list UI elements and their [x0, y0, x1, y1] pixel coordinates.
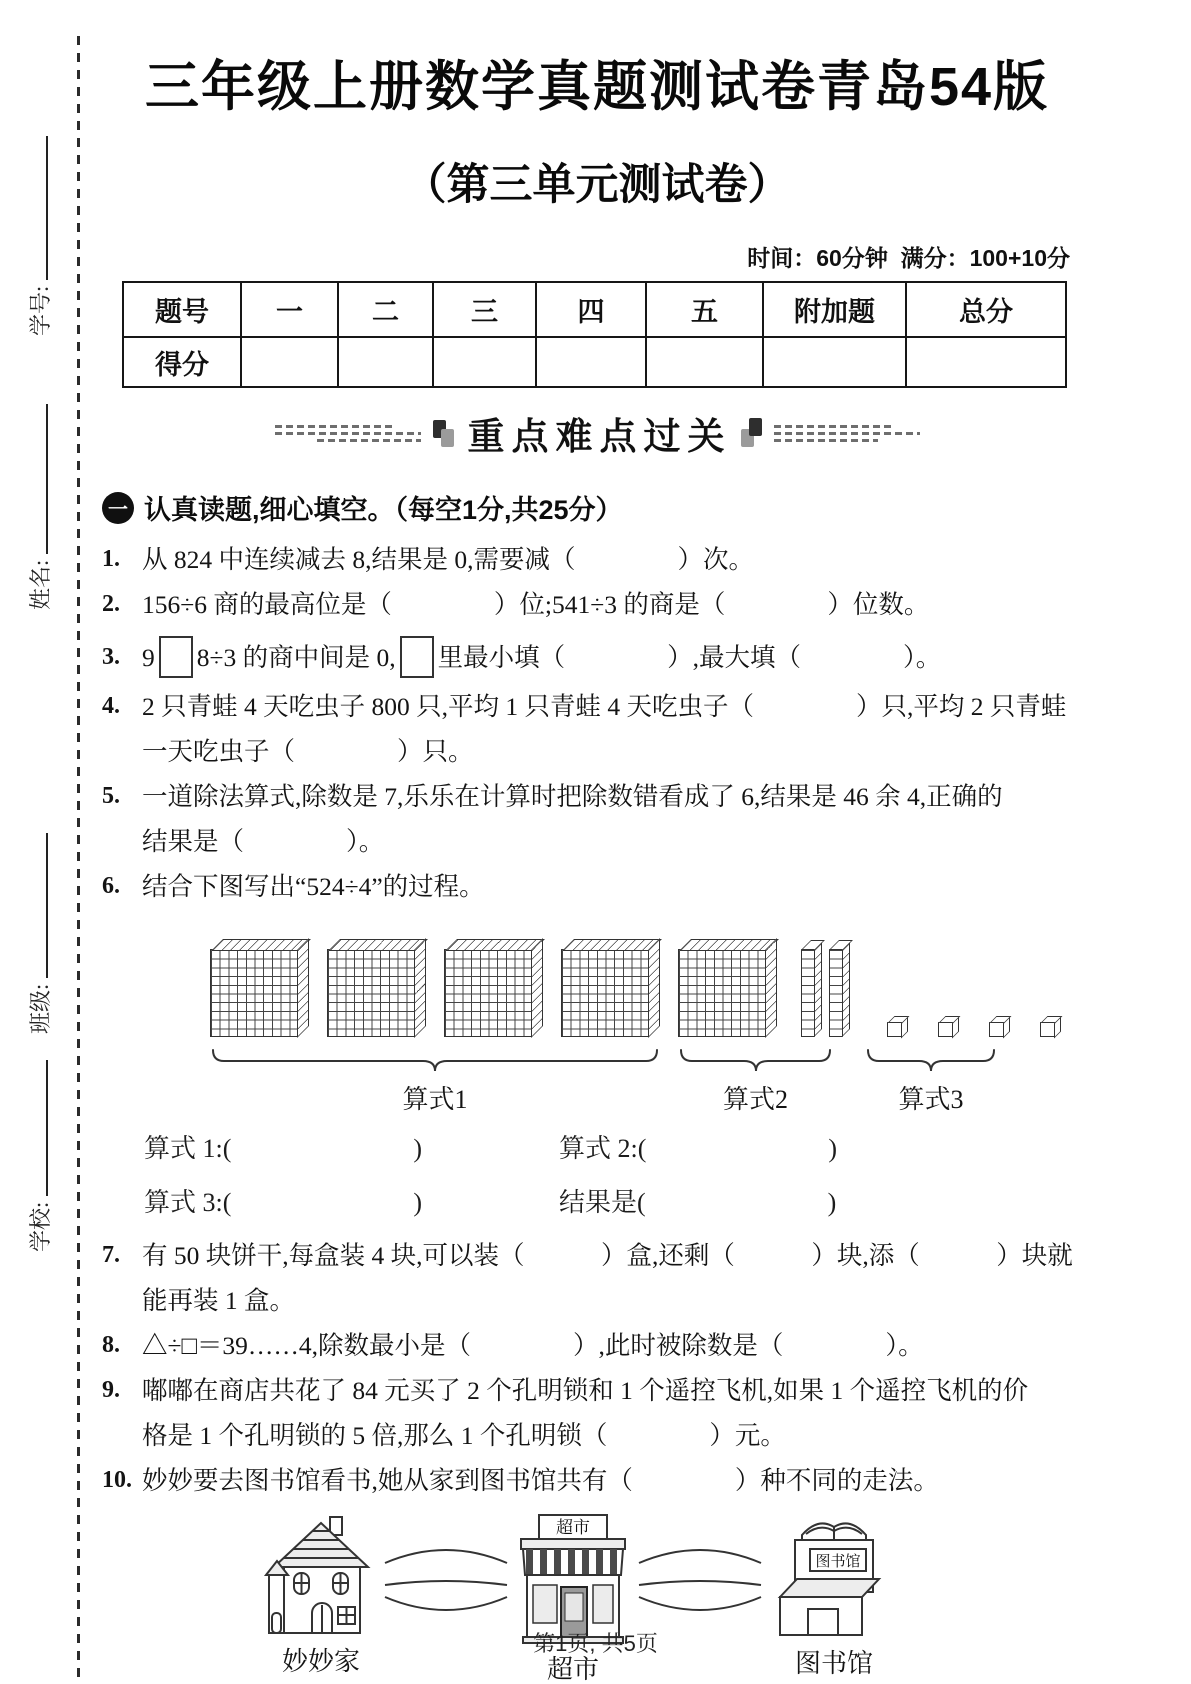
score-header-cell: 四	[536, 282, 646, 337]
question-9	[102, 1368, 1092, 1458]
one-cube-block	[1040, 1022, 1055, 1037]
question-text: 2 只青蛙 4 天吃虫子 800 只,平均 1 只青蛙 4 天吃虫子（ ）只,平均 2 只青蛙	[142, 692, 1067, 721]
route-paths-icon	[380, 1535, 512, 1627]
hundred-flat-block	[210, 949, 298, 1037]
house-icon	[262, 1513, 380, 1637]
brace-label: 算式3	[898, 1085, 964, 1114]
equation-2-blank: 算式 2:( )	[559, 1134, 838, 1163]
score-header-cell: 一	[241, 282, 338, 337]
question-number: 9.	[102, 1377, 120, 1403]
paper-subtitle: （第三单元测试卷）	[403, 161, 791, 209]
question-8	[102, 1323, 1092, 1368]
brace-group-1	[210, 1047, 660, 1116]
section-one-heading	[102, 488, 1092, 527]
question-number: 1.	[102, 546, 120, 572]
score-header-cell: 题号	[123, 282, 241, 337]
question-number: 10.	[102, 1467, 132, 1493]
hundred-flat-block	[327, 949, 415, 1037]
brace-group-3	[865, 1047, 997, 1116]
score-cell	[338, 337, 433, 387]
school-label: 学校:	[28, 1201, 53, 1252]
question-number: 4.	[102, 693, 120, 719]
question-5	[102, 774, 1092, 864]
question-text: 156÷6 商的最高位是（ ）位;541÷3 的商是（ ）位数。	[142, 590, 930, 619]
score-header-cell: 二	[338, 282, 433, 337]
question-text: 能再装 1 盒。	[142, 1286, 296, 1315]
question-1	[102, 537, 1092, 582]
question-number: 3.	[102, 644, 120, 670]
key-points-banner	[102, 406, 1092, 460]
score-header-cell: 三	[433, 282, 536, 337]
tens-group	[795, 949, 851, 1037]
question-text: 结合下图写出“524÷4”的过程。	[142, 872, 485, 901]
equation-1-blank: 算式 1:( )	[144, 1134, 423, 1163]
ones-group	[851, 949, 1055, 1037]
one-cube-block	[989, 1022, 1004, 1037]
curly-brace-icon	[865, 1047, 997, 1073]
route-paths-icon	[634, 1535, 766, 1627]
curly-brace-icon	[678, 1047, 833, 1073]
brace-label: 算式1	[402, 1085, 468, 1114]
student-id-label: 学号:	[28, 285, 53, 336]
section-one-title: 认真读题,细心填空。（每空1分,共25分）	[144, 495, 623, 525]
time-and-score-info: 时间：60分钟 满分：100+10分	[747, 245, 1070, 271]
score-cell	[906, 337, 1066, 387]
digit-box	[400, 636, 434, 678]
brace-label: 算式2	[722, 1085, 788, 1114]
brace-group-2	[678, 1047, 833, 1116]
library-icon	[766, 1513, 902, 1639]
question-text: △÷□＝39……4,除数最小是（ ）,此时被除数是（ ）。	[142, 1331, 924, 1360]
banner-square-icon	[746, 420, 762, 447]
one-cube-block	[887, 1022, 902, 1037]
question-number: 6.	[102, 873, 120, 899]
score-cell	[241, 337, 338, 387]
digit-box	[159, 636, 193, 678]
class-label: 班级:	[28, 983, 53, 1034]
speed-lines-icon	[774, 425, 920, 442]
question-text: 9 8÷3 的商中间是 0, 里最小填（ ）,最大填（ ）。	[142, 635, 1092, 680]
ten-rod-block	[829, 949, 843, 1037]
question-2	[102, 582, 1092, 627]
score-cell	[536, 337, 646, 387]
section-one-badge-icon: 一	[102, 492, 134, 524]
question-text: 嘟嘟在商店共花了 84 元买了 2 个孔明锁和 1 个遥控飞机,如果 1 个遥控飞机的价	[142, 1376, 1029, 1405]
score-row-label: 得分	[123, 337, 241, 387]
score-table-score-row	[123, 337, 1066, 387]
question-number: 8.	[102, 1332, 120, 1358]
question-3	[102, 635, 1092, 680]
score-header-cell: 总分	[906, 282, 1066, 337]
equation-3-blank: 算式 3:( )	[144, 1188, 423, 1217]
question-text: 一道除法算式,除数是 7,乐乐在计算时把除数错看成了 6,结果是 46 余 4,正确的	[142, 782, 1003, 811]
score-table-header-row	[123, 282, 1066, 337]
hundreds-group	[210, 949, 795, 1037]
library-label: 图书馆	[794, 1649, 873, 1678]
question-text: 妙妙要去图书馆看书,她从家到图书馆共有（ ）种不同的走法。	[142, 1466, 939, 1495]
result-blank: 结果是( )	[559, 1188, 837, 1217]
speed-lines-icon	[275, 425, 421, 442]
banner-square-icon	[433, 420, 454, 447]
question-7	[102, 1233, 1092, 1323]
question-text: 有 50 块饼干,每盒装 4 块,可以装（ ）盒,还剩（ ）块,添（ ）块就	[142, 1241, 1073, 1270]
class-blank-line	[46, 833, 48, 978]
hundred-flat-block	[561, 949, 649, 1037]
question-10	[102, 1458, 1092, 1503]
student-id-blank-line	[46, 136, 48, 280]
score-cell	[433, 337, 536, 387]
braces-row	[210, 1047, 1070, 1121]
hundred-flat-block	[444, 949, 532, 1037]
paper-main-column	[102, 0, 1092, 1684]
student-name-blank-line	[46, 404, 48, 554]
ten-rod-block	[801, 949, 815, 1037]
house-label: 妙妙家	[281, 1647, 360, 1676]
curly-brace-icon	[210, 1047, 660, 1073]
supermarket-building	[512, 1513, 634, 1684]
question-number: 2.	[102, 591, 120, 617]
score-cell	[763, 337, 906, 387]
school-blank-line	[46, 1060, 48, 1196]
score-header-cell: 五	[646, 282, 763, 337]
base-ten-blocks-figure	[210, 923, 1070, 1121]
question-text: 结果是（ ）。	[142, 827, 385, 856]
equation-answer-lines	[144, 1127, 1092, 1225]
route-figure	[262, 1513, 1092, 1684]
question-4	[102, 684, 1092, 774]
question-number: 7.	[102, 1242, 120, 1268]
fold-dashed-line	[77, 36, 80, 1684]
score-cell	[646, 337, 763, 387]
question-text: 从 824 中连续减去 8,结果是 0,需要减（ ）次。	[142, 545, 755, 574]
hundred-flat-block	[678, 949, 766, 1037]
supermarket-label: 超市	[546, 1655, 599, 1684]
page-footer: 第1页, 共5页	[533, 1631, 658, 1656]
question-6	[102, 864, 1092, 909]
library-sign-text: 图书馆	[815, 1554, 861, 1570]
paper-title: 三年级上册数学真题测试卷青岛54版	[144, 57, 1050, 117]
supermarket-sign-text: 超市	[556, 1518, 590, 1537]
one-cube-block	[938, 1022, 953, 1037]
score-table	[122, 281, 1067, 388]
question-text: 一天吃虫子（ ）只。	[142, 737, 474, 766]
supermarket-icon	[512, 1513, 634, 1645]
question-text: 格是 1 个孔明锁的 5 倍,那么 1 个孔明锁（ ）元。	[142, 1421, 786, 1450]
student-name-label: 姓名:	[28, 559, 53, 610]
question-number: 5.	[102, 783, 120, 809]
base-ten-blocks-row	[210, 923, 1070, 1037]
banner-title: 重点难点过关	[467, 416, 732, 457]
score-header-cell: 附加题	[763, 282, 906, 337]
